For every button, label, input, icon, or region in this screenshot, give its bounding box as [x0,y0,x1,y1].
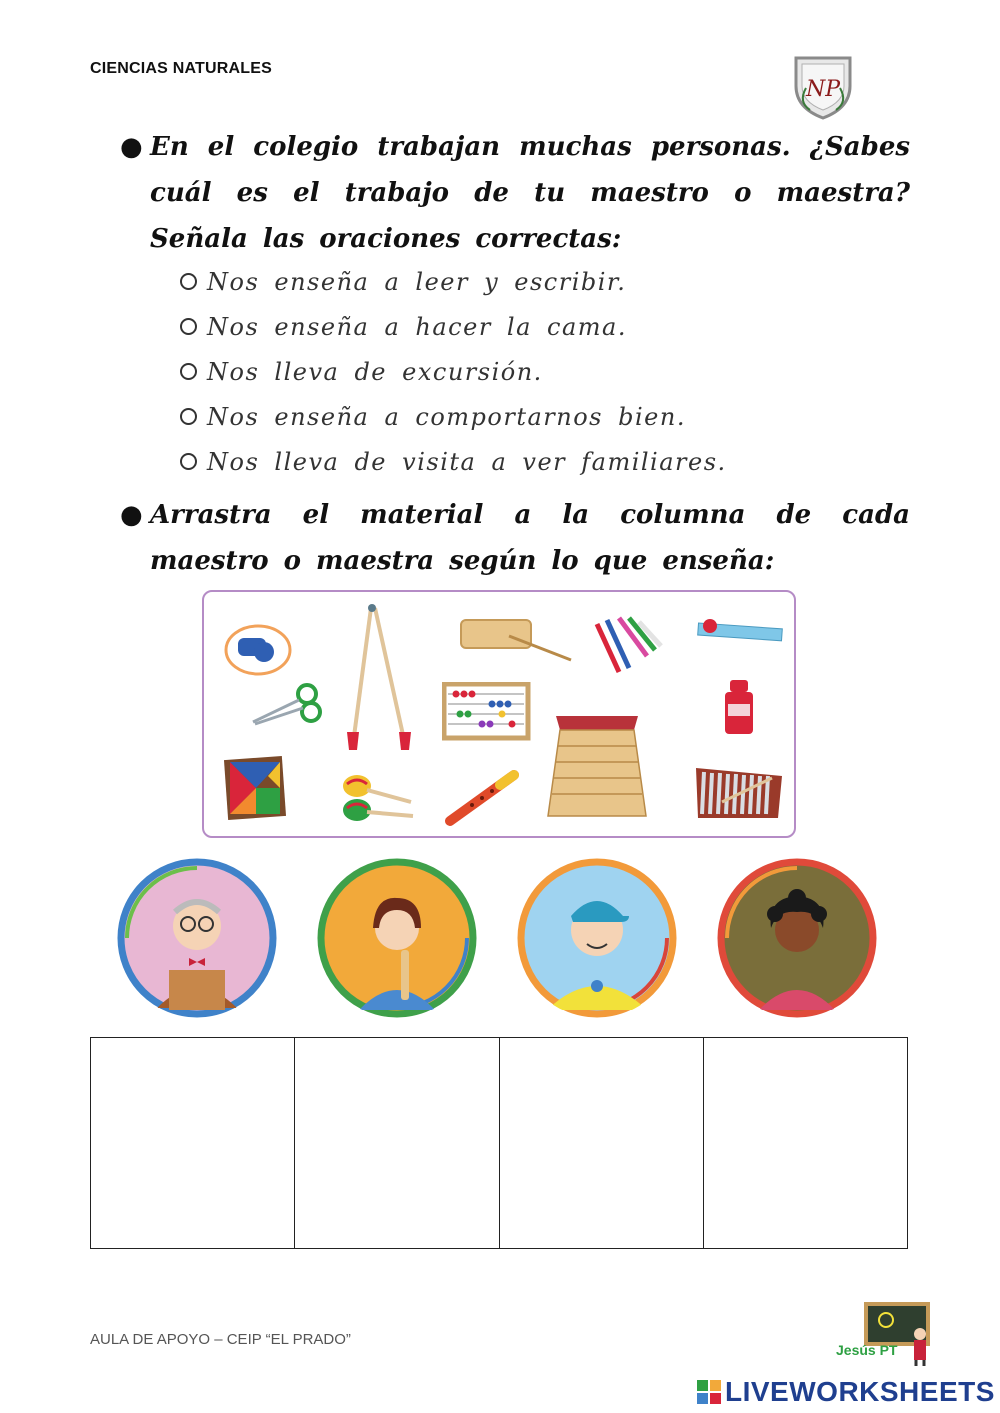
teacher-music-avatar[interactable] [317,858,477,1018]
question-2-text: Arrastra el material a la columna de cada maestro o maestra según lo que enseña: [150,500,910,576]
option-1[interactable] [180,260,880,305]
author-label: Jesús PT [836,1342,898,1358]
subject-title: CIENCIAS NATURALES [90,60,272,77]
bullet-icon: ● [120,500,143,530]
drop-column-1[interactable] [91,1038,295,1248]
tangram-icon[interactable] [224,752,288,824]
teacher-art-avatar[interactable] [717,858,877,1018]
drop-column-2[interactable] [295,1038,499,1248]
flute-icon[interactable] [442,767,522,827]
teacher-pe-avatar[interactable] [517,858,677,1018]
brand-name: LIVEWORKSHEETS [725,1376,995,1407]
question-1-text: En el colegio trabajan muchas personas. ¿Sabes cuál es el trabajo de tu maestro o maestra? Señala las oraciones correctas: [150,132,910,254]
options-list [180,260,880,485]
option-4[interactable] [180,395,880,440]
option-1-label: Nos enseña a leer y escribir. [207,268,627,296]
drop-column-4[interactable] [704,1038,907,1248]
radio-circle-icon[interactable] [180,318,197,335]
glue-icon[interactable] [722,678,756,738]
abacus-icon[interactable] [442,682,532,742]
radio-circle-icon[interactable] [180,408,197,425]
option-5[interactable] [180,440,880,485]
bullet-icon: ● [120,132,143,162]
materials-panel [202,590,796,838]
ruler-icon[interactable] [696,616,786,646]
option-2-label: Nos enseña a hacer la cama. [207,313,627,341]
question-2 [120,492,910,584]
teacher-general-avatar[interactable] [117,858,277,1018]
drumsticks-icon[interactable] [339,604,419,764]
footer-text: AULA DE APOYO – CEIP “EL PRADO” [90,1331,351,1348]
radio-circle-icon[interactable] [180,453,197,470]
drop-column-3[interactable] [500,1038,704,1248]
option-3[interactable] [180,350,880,395]
option-2[interactable] [180,305,880,350]
guiro-icon[interactable] [459,614,574,664]
option-3-label: Nos lleva de excursión. [207,358,543,386]
liveworksheets-logo [697,1376,995,1408]
drop-columns [90,1037,908,1249]
question-1 [120,124,910,262]
school-crest-icon [788,52,858,122]
maracas-icon[interactable] [339,772,419,824]
logo-squares-icon [697,1380,721,1404]
option-5-label: Nos lleva de visita a ver familiares. [207,448,727,476]
vaulting-box-icon[interactable] [542,712,652,820]
whistle-icon[interactable] [224,622,294,676]
crest-monogram: NP [805,77,841,102]
scissors-icon[interactable] [249,680,324,730]
option-4-label: Nos enseña a comportarnos bien. [207,403,686,431]
markers-icon[interactable] [589,612,664,677]
radio-circle-icon[interactable] [180,273,197,290]
radio-circle-icon[interactable] [180,363,197,380]
xylophone-icon[interactable] [692,762,787,824]
